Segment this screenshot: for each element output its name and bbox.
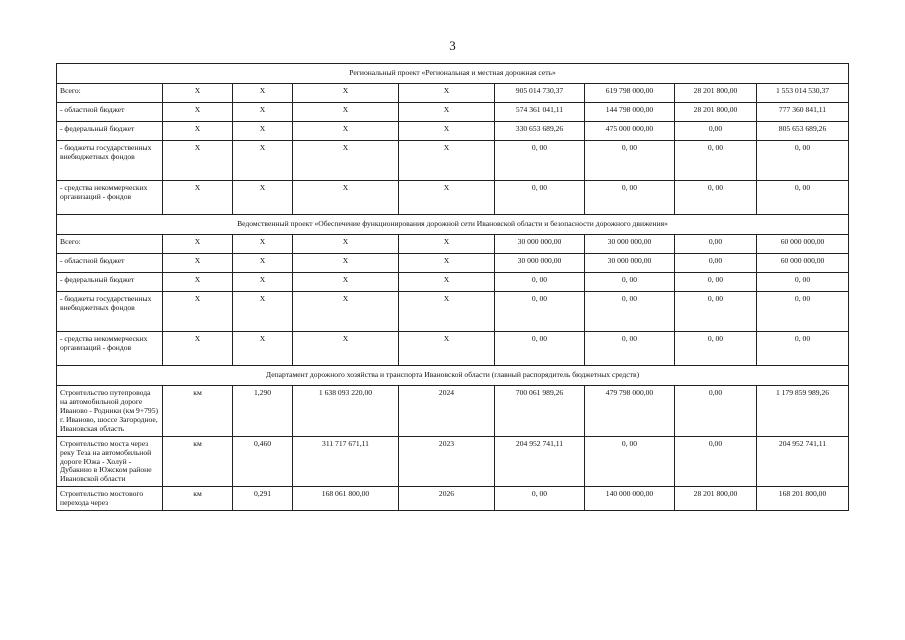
- cell-total: 0, 00: [757, 140, 849, 180]
- cell-cost: X: [293, 180, 399, 214]
- cell-capacity: X: [233, 291, 293, 331]
- cell-capacity: 0,291: [233, 487, 293, 511]
- cell-total: 805 653 689,26: [757, 121, 849, 140]
- cell-2026: 28 201 800,00: [675, 83, 757, 102]
- cell-total: 777 360 841,11: [757, 102, 849, 121]
- cell-2024: 0, 00: [495, 180, 585, 214]
- cell-capacity: X: [233, 140, 293, 180]
- cell-year: X: [399, 234, 495, 253]
- cell-capacity: 1,290: [233, 385, 293, 436]
- cell-year: X: [399, 180, 495, 214]
- cell-year: X: [399, 83, 495, 102]
- section-title: Региональный проект «Региональная и местная дорожная сеть»: [57, 64, 849, 84]
- table-row: [57, 331, 849, 365]
- cell-total: 1 553 014 530,37: [757, 83, 849, 102]
- cell-2025: 0, 00: [585, 291, 675, 331]
- cell-capacity: X: [233, 102, 293, 121]
- cell-2025: 475 000 000,00: [585, 121, 675, 140]
- cell-year: 2023: [399, 436, 495, 487]
- cell-total: 60 000 000,00: [757, 253, 849, 272]
- cell-2025: 144 798 000,00: [585, 102, 675, 121]
- row-name: - средства некоммерческих организаций - фондов: [57, 331, 163, 365]
- cell-total: 60 000 000,00: [757, 234, 849, 253]
- cell-2024: 30 000 000,00: [495, 253, 585, 272]
- cell-unit: X: [163, 180, 233, 214]
- cell-2025: 30 000 000,00: [585, 234, 675, 253]
- cell-2026: 0,00: [675, 385, 757, 436]
- row-name: - бюджеты государственных внебюджетных фондов: [57, 291, 163, 331]
- row-name: Всего:: [57, 83, 163, 102]
- cell-total: 168 201 800,00: [757, 487, 849, 511]
- cell-year: X: [399, 253, 495, 272]
- cell-unit: км: [163, 385, 233, 436]
- cell-2025: 0, 00: [585, 140, 675, 180]
- cell-2026: 0, 00: [675, 272, 757, 291]
- cell-2026: 0, 00: [675, 331, 757, 365]
- cell-2024: 0, 00: [495, 331, 585, 365]
- cell-total: 0, 00: [757, 272, 849, 291]
- cell-capacity: X: [233, 253, 293, 272]
- cell-unit: X: [163, 140, 233, 180]
- cell-2025: 0, 00: [585, 180, 675, 214]
- cell-unit: км: [163, 436, 233, 487]
- section-title: Департамент дорожного хозяйства и транспорта Ивановской области (главный распорядитель бюджетных средств): [57, 365, 849, 385]
- cell-2026: 0, 00: [675, 180, 757, 214]
- cell-total: 204 952 741,11: [757, 436, 849, 487]
- row-name: - федеральный бюджет: [57, 272, 163, 291]
- cell-year: 2024: [399, 385, 495, 436]
- cell-cost: X: [293, 140, 399, 180]
- cell-capacity: X: [233, 331, 293, 365]
- table-row: [57, 140, 849, 180]
- cell-cost: X: [293, 234, 399, 253]
- table-row: [57, 291, 849, 331]
- cell-2024: 0, 00: [495, 272, 585, 291]
- row-name: Строительство моста через реку Теза на автомобильной дороге Южа - Холуй - Дубакино в Южском районе Ивановской области: [57, 436, 163, 487]
- cell-2025: 479 798 000,00: [585, 385, 675, 436]
- table-row: [57, 180, 849, 214]
- table-row: [57, 272, 849, 291]
- cell-capacity: X: [233, 180, 293, 214]
- cell-2025: 140 000 000,00: [585, 487, 675, 511]
- row-name: - бюджеты государственных внебюджетных фондов: [57, 140, 163, 180]
- cell-2026: 28 201 800,00: [675, 102, 757, 121]
- cell-year: X: [399, 102, 495, 121]
- cell-2026: 0,00: [675, 121, 757, 140]
- cell-year: X: [399, 291, 495, 331]
- cell-2024: 0, 00: [495, 291, 585, 331]
- cell-cost: X: [293, 83, 399, 102]
- cell-total: 1 179 859 989,26: [757, 385, 849, 436]
- cell-2024: 905 014 730,37: [495, 83, 585, 102]
- cell-cost: X: [293, 253, 399, 272]
- cell-2025: 0, 00: [585, 272, 675, 291]
- cell-2025: 0, 00: [585, 436, 675, 487]
- table-row: [57, 121, 849, 140]
- row-name: Строительство путепровода на автомобильной дороге Иваново - Родники (км 9+795) г. Иваново, шоссе Загородное, Ивановская область: [57, 385, 163, 436]
- table-row: [57, 253, 849, 272]
- cell-unit: X: [163, 253, 233, 272]
- cell-unit: X: [163, 102, 233, 121]
- section-header: [57, 365, 849, 385]
- cell-2026: 0,00: [675, 234, 757, 253]
- row-name: - областной бюджет: [57, 253, 163, 272]
- cell-2024: 204 952 741,11: [495, 436, 585, 487]
- table-row: [57, 102, 849, 121]
- section-header: [57, 64, 849, 84]
- cell-2024: 700 061 989,26: [495, 385, 585, 436]
- table-row: [57, 436, 849, 487]
- section-header: [57, 214, 849, 234]
- cell-2026: 0,00: [675, 436, 757, 487]
- table-row: [57, 487, 849, 511]
- cell-year: 2026: [399, 487, 495, 511]
- row-name: - средства некоммерческих организаций - фондов: [57, 180, 163, 214]
- page-number: 3: [449, 38, 456, 53]
- cell-cost: X: [293, 291, 399, 331]
- cell-cost: X: [293, 121, 399, 140]
- cell-unit: X: [163, 291, 233, 331]
- cell-2024: 30 000 000,00: [495, 234, 585, 253]
- cell-unit: км: [163, 487, 233, 511]
- section-title: Ведомственный проект «Обеспечение функционирования дорожной сети Ивановской области и безопасности дорожного движения»: [57, 214, 849, 234]
- cell-capacity: X: [233, 121, 293, 140]
- row-name: Всего:: [57, 234, 163, 253]
- cell-2026: 28 201 800,00: [675, 487, 757, 511]
- table-row: [57, 234, 849, 253]
- row-name: Строительство мостового перехода через: [57, 487, 163, 511]
- cell-2024: 0, 00: [495, 487, 585, 511]
- cell-unit: X: [163, 331, 233, 365]
- cell-year: X: [399, 140, 495, 180]
- cell-2025: 0, 00: [585, 331, 675, 365]
- cell-2026: 0, 00: [675, 291, 757, 331]
- cell-unit: X: [163, 121, 233, 140]
- cell-cost: X: [293, 102, 399, 121]
- cell-capacity: X: [233, 234, 293, 253]
- cell-cost: 311 717 671,11: [293, 436, 399, 487]
- cell-capacity: X: [233, 272, 293, 291]
- cell-2024: 0, 00: [495, 140, 585, 180]
- cell-2025: 30 000 000,00: [585, 253, 675, 272]
- cell-year: X: [399, 121, 495, 140]
- row-name: - федеральный бюджет: [57, 121, 163, 140]
- budget-table: [56, 63, 849, 511]
- table-row: [57, 385, 849, 436]
- cell-capacity: X: [233, 83, 293, 102]
- table-row: [57, 83, 849, 102]
- cell-total: 0, 00: [757, 180, 849, 214]
- cell-unit: X: [163, 272, 233, 291]
- cell-cost: X: [293, 331, 399, 365]
- cell-2026: 0, 00: [675, 140, 757, 180]
- cell-unit: X: [163, 83, 233, 102]
- cell-year: X: [399, 272, 495, 291]
- cell-total: 0, 00: [757, 331, 849, 365]
- row-name: - областной бюджет: [57, 102, 163, 121]
- cell-2024: 330 653 689,26: [495, 121, 585, 140]
- cell-2025: 619 798 000,00: [585, 83, 675, 102]
- cell-cost: 1 638 093 220,00: [293, 385, 399, 436]
- cell-unit: X: [163, 234, 233, 253]
- cell-cost: 168 061 800,00: [293, 487, 399, 511]
- cell-capacity: 0,460: [233, 436, 293, 487]
- cell-year: X: [399, 331, 495, 365]
- cell-2024: 574 361 041,11: [495, 102, 585, 121]
- cell-2026: 0,00: [675, 253, 757, 272]
- cell-cost: X: [293, 272, 399, 291]
- cell-total: 0, 00: [757, 291, 849, 331]
